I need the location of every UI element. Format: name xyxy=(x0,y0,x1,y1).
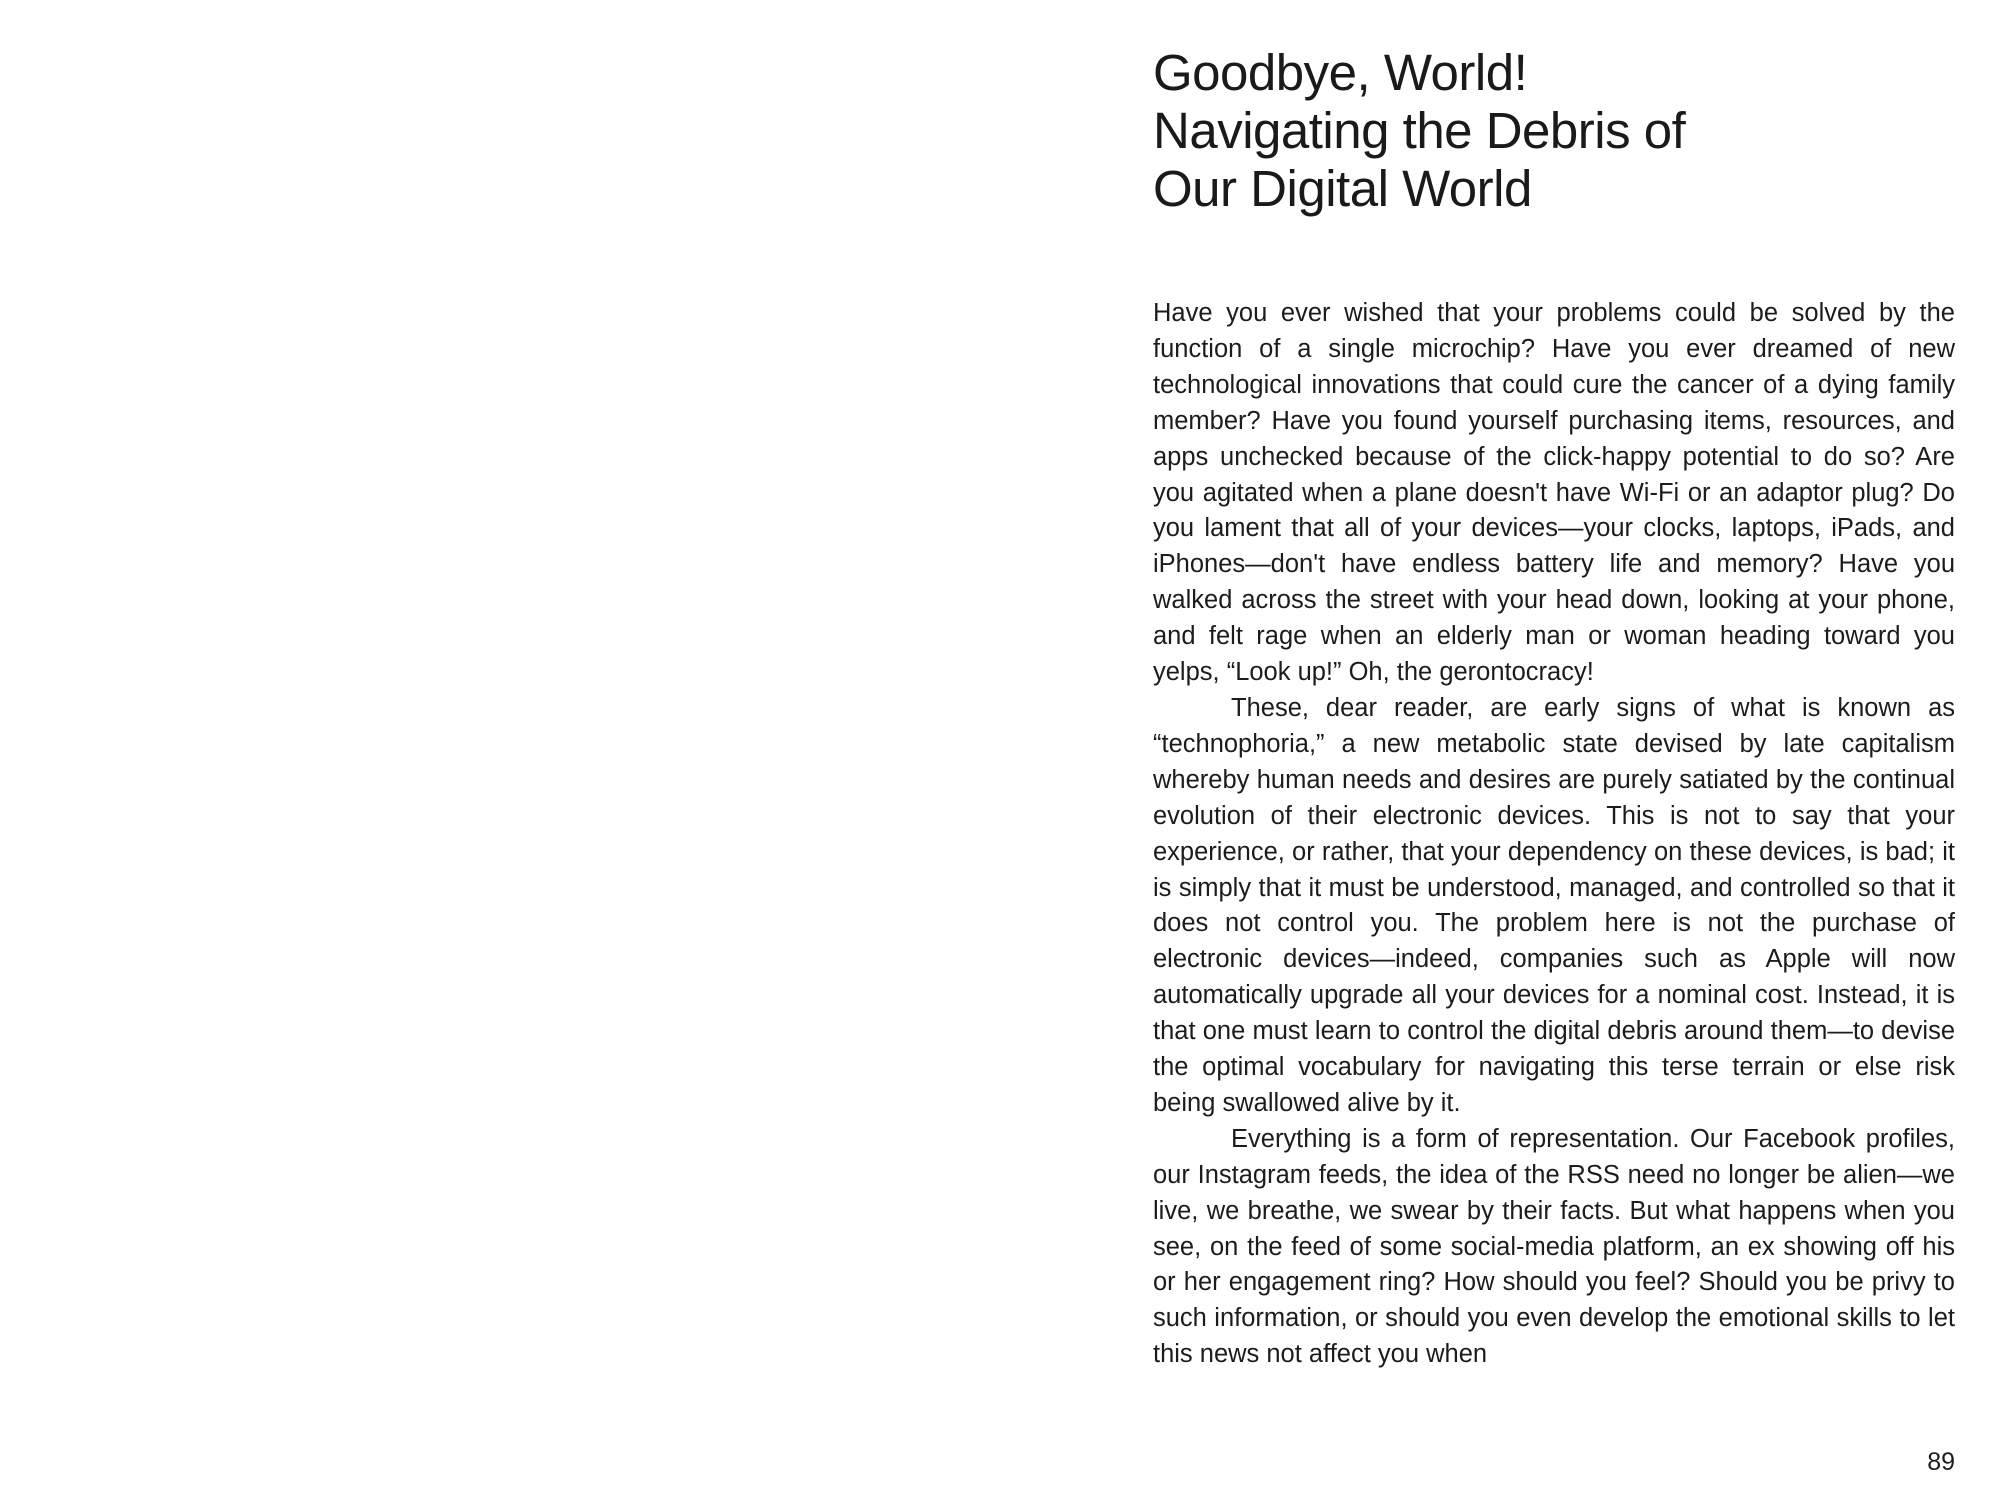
title-line-1: Goodbye, World! xyxy=(1153,44,1528,101)
chapter-title xyxy=(1153,44,1853,218)
body-text xyxy=(1153,296,1955,1373)
title-line-2: Navigating the Debris of xyxy=(1153,102,1686,159)
paragraph-3: Everything is a form of representation. Our Facebook profiles, our Instagram feeds, the idea of the RSS need no longer be alien—we live, we breathe, we swear by their facts. But what happens when you see, on the feed of some social-media platform, an ex showing off his or her engagement ring? How should you feel? Should you be privy to such information, or should you even develop the emotional skills to let this news not affect you when xyxy=(1153,1124,1955,1369)
paragraph-1: Have you ever wished that your problems could be solved by the function of a single microchip? Have you ever dreamed of new technological innovations that could cure the cancer of a dying family member? Have you found yourself purchasing items, resources, and apps unchecked because of the click-happy potential to do so? Are you agitated when a plane doesn't have Wi-Fi or an adaptor plug? Do you lament that all of your devices—your clocks, laptops, iPads, and iPhones—don't have endless battery life and memory? Have you walked across the street with your head down, looking at your phone, and felt rage when an elderly man or woman heading toward you yelps, “Look up!” Oh, the gerontocracy! xyxy=(1153,299,1955,687)
title-line-3: Our Digital World xyxy=(1153,160,1532,217)
page-number: 89 xyxy=(1927,1448,1955,1476)
right-page xyxy=(1000,0,2000,1496)
paragraph-2: These, dear reader, are early signs of what is known as “technophoria,” a new metabolic state devised by late capitalism whereby human needs and desires are purely satiated by the continual evolution of their electronic devices. This is not to say that your experience, or rather, that your dependency on these devices, is bad; it is simply that it must be understood, managed, and controlled so that it does not control you. The problem here is not the purchase of electronic devices—indeed, companies such as Apple will now automatically upgrade all your devices for a nominal cost. Instead, it is that one must learn to control the digital debris around them—to devise the optimal vocabulary for navigating this terse terrain or else risk being swallowed alive by it. xyxy=(1153,693,1955,1117)
